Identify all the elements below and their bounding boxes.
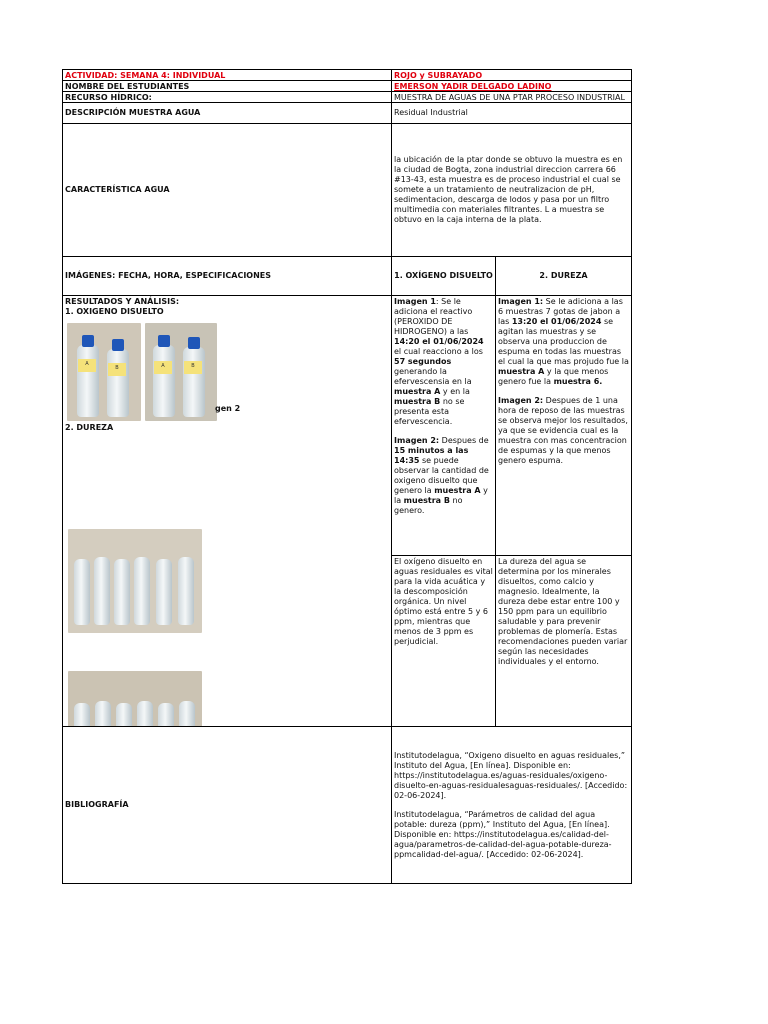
bottle — [116, 703, 132, 727]
bottle — [158, 703, 174, 727]
dureza-column-header: 2. DUREZA — [495, 256, 632, 296]
bottle — [95, 701, 111, 727]
bibliografia-ref-2: Institutodelagua, “Parámetros de calidad del agua potable: dureza (ppm),” Instituto del Agua, [En línea]. Disponible en: https://institutodelagua.es/calidad-del-agua/parametros-de-calidad-del-agua-potable-dureza-ppmcalidad-del-agua/. [Accedido: 02-06-2024]. — [394, 809, 612, 859]
bottle-cap — [158, 335, 170, 347]
bottle-a — [77, 345, 99, 417]
dureza-photo-1 — [68, 529, 202, 633]
dureza-image2-label: Imagen 2: — [498, 396, 544, 405]
bottle-label-b: B — [184, 361, 202, 374]
bottle-cap — [188, 337, 200, 349]
dureza-sample-6: muestra 6. — [553, 377, 603, 386]
overlapping-caption: gen 2 — [215, 404, 241, 413]
bottle — [74, 703, 90, 727]
oxigeno-info-cell: El oxígeno disuelto en aguas residuales es vital para la vida acuática y la descomposición orgánica. Un nivel óptimo está entre 5 y 6 ppm, mientras que menos de 3 ppm es perjudicial. — [391, 555, 496, 727]
resultados-cell — [62, 295, 392, 727]
bottle-label-a: A — [78, 359, 96, 372]
oxigeno-text: y en la — [440, 387, 470, 396]
oxigeno-minutes: 15 minutos a las 14:35 — [394, 446, 469, 465]
bottle-a — [153, 345, 175, 417]
recurso-value: MUESTRA DE AGUAS DE UNA PTAR PROCESO INDUSTRIAL — [391, 91, 632, 103]
bottle — [178, 557, 194, 625]
oxigeno-text: no genero. — [394, 496, 463, 515]
oxigeno-text: generando la efervescensia en la — [394, 367, 472, 386]
oxigeno-sample-b: muestra B — [403, 496, 450, 505]
dureza-sample-a: muestra A — [498, 367, 545, 376]
oxigeno-image1-label: Imagen 1 — [394, 297, 436, 306]
bibliografia-cell — [391, 726, 632, 884]
bibliografia-ref-1: Institutodelagua, “Oxigeno disuelto en aguas residuales,” Instituto del Agua, [En línea]. Disponible en: https://institutodelagua.es/aguas-residuales/oxigeno-disuelto-en-aguas-residualesaguas-residuales/. [Accedido: 02-06-2024]. — [394, 750, 628, 800]
bottle-b — [107, 349, 129, 417]
dureza-image1-label: Imagen 1: — [498, 297, 544, 306]
bottle-label-b: B — [108, 363, 126, 376]
oxigeno-seconds: 57 segundos — [394, 357, 452, 366]
bottle — [137, 701, 153, 727]
bottle-b — [183, 347, 205, 417]
bottle — [94, 557, 110, 625]
dureza-result-cell — [495, 295, 632, 556]
dureza-subtitle: 2. DUREZA — [65, 423, 114, 432]
recurso-label: RECURSO HÍDRICO: — [62, 91, 392, 103]
actividad-label: ACTIVIDAD: SEMANA 4: INDIVIDUAL — [62, 69, 392, 81]
descripcion-value: Residual Industrial — [391, 102, 632, 124]
oxigeno-photo-2 — [145, 323, 217, 421]
bottle — [74, 559, 90, 625]
nombre-label: NOMBRE DEL ESTUDIANTES — [62, 80, 392, 92]
descripcion-label: DESCRIPCIÓN MUESTRA AGUA — [62, 102, 392, 124]
dureza-text: Despues de 1 una hora de reposo de las muestras se observa mejor los resultados, ya que se evidencia cual es la muestra con mas concentracion de espumas y la que menos genero espuma. — [498, 396, 628, 465]
caracteristica-value: la ubicación de la ptar donde se obtuvo la muestra es en la ciudad de Bogta, zona industrial direccion carrera 66 #13-43, esta muestra es de proceso industrial el cual se somete a un tratamiento de neutralizacion de pH, sedimentacion, descarga de lodos y pasa por un filtro multimedia con materiales filtrantes. L a muestra se obtuvo en la caja interna de la plata. — [391, 123, 632, 257]
oxigeno-sample-a: muestra A — [394, 387, 441, 396]
oxigeno-datetime: 14:20 el 01/06/2024 — [394, 337, 484, 346]
dureza-text: y la que menos genero fue la — [498, 367, 609, 386]
dureza-text: Se le adiciona a las 6 muestras 7 gotas de jabon a las — [498, 297, 623, 326]
oxigeno-text: se puede observar la cantidad de oxigeno disuelto que genero la — [394, 456, 489, 495]
dureza-info-cell: La dureza del agua se determina por los minerales disueltos, como calcio y magnesio. Idealmente, la dureza debe estar entre 100 y 150 ppm para un equilibrio saludable y para prevenir problemas de plomería. Estas recomendaciones pueden variar según las necesidades individuales y el entorno. — [495, 555, 632, 727]
bottle-cap — [82, 335, 94, 347]
bottle — [179, 701, 195, 727]
nombre-value: EMERSON YADIR DELGADO LADINO — [391, 80, 632, 92]
dureza-photo-2 — [68, 671, 202, 727]
oxigeno-text: el cual reacciono a los — [394, 347, 483, 356]
bottle-cap — [112, 339, 124, 351]
oxigeno-column-header: 1. OXÍGENO DISUELTO — [391, 256, 496, 296]
oxigeno-subtitle: 1. OXIGENO DISUELTO — [65, 307, 164, 316]
oxigeno-text: no se presenta esta efervescencia. — [394, 397, 465, 426]
resultados-label: RESULTADOS Y ANÁLISIS: — [65, 297, 180, 306]
oxigeno-result-cell — [391, 295, 496, 556]
oxigeno-text: : Se le adiciona el reactivo (PEROXIDO DE HIDROGENO) a las — [394, 297, 473, 336]
oxigeno-text: y la — [394, 486, 488, 505]
oxigeno-photo-1 — [67, 323, 141, 421]
oxigeno-text: Despues de — [439, 436, 489, 445]
oxigeno-sample-b: muestra B — [394, 397, 441, 406]
imagenes-label: IMÁGENES: FECHA, HORA, ESPECIFICACIONES — [62, 256, 392, 296]
worksheet-table — [62, 69, 632, 884]
caracteristica-label: CARACTERÍSTICA AGUA — [62, 123, 392, 257]
bottle — [156, 559, 172, 625]
dureza-datetime: 13:20 el 01/06/2024 — [511, 317, 602, 326]
oxigeno-sample-a: muestra A — [434, 486, 481, 495]
bottle — [114, 559, 130, 625]
dureza-text: se agitan las muestras y se observa una produccion de espuma en todas las muestras el cual la que mas projudo fue la — [498, 317, 629, 366]
actividad-value: ROJO y SUBRAYADO — [391, 69, 632, 81]
bottle-label-a: A — [154, 361, 172, 374]
oxigeno-image2-label: Imagen 2: — [394, 436, 440, 445]
bottle — [134, 557, 150, 625]
bibliografia-label: BIBLIOGRAFÍA — [62, 726, 392, 884]
